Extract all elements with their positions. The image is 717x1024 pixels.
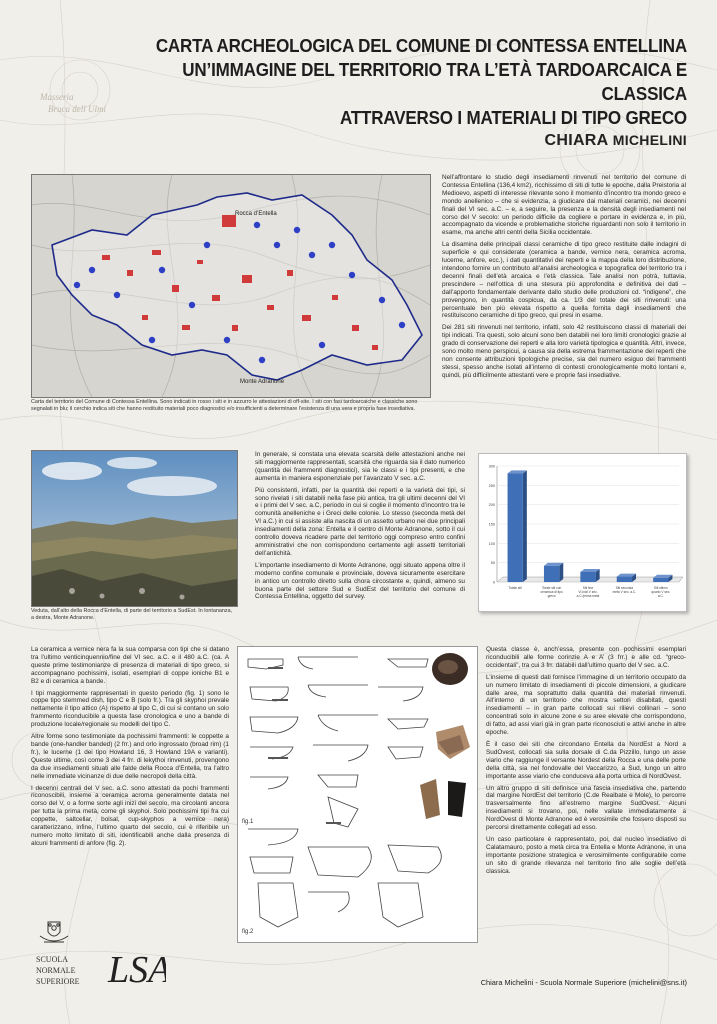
site-marker	[114, 292, 120, 298]
site-marker	[309, 252, 315, 258]
landscape-photo-svg	[32, 451, 237, 606]
site-marker	[267, 305, 274, 310]
sites-bar-chart	[478, 453, 687, 612]
middle-paragraph: L’importante insediamento di Monte Adranone, oggi situato appena oltre il moderno confine comunale e provinciale, doveva sicuramente esercitare in antico un controllo diretto sulla chora circostante e, quindi, almeno su buona parte del settore Sud e SudEst del territorio del comune di Contessa Entellina, oggetto del survey.	[255, 561, 465, 601]
author-last-name: MICHELINI	[612, 132, 687, 148]
pottery-profile	[308, 847, 371, 877]
site-marker	[197, 260, 203, 264]
site-marker	[127, 270, 133, 276]
pottery-figures-svg	[238, 647, 477, 942]
landscape-photo	[31, 450, 238, 607]
site-marker	[319, 342, 325, 348]
chart-x-tick-label: Siti seconda metà V sec. a.C.	[612, 586, 637, 594]
sns-logo-line-3: SUPERIORE	[36, 977, 80, 986]
chart-x-tick-label: Totale siti	[508, 586, 522, 590]
pottery-profile	[378, 883, 423, 927]
poster-title-line-1: CARTA ARCHEOLOGICA DEL COMUNE DI CONTESSA ENTELLINA	[155, 35, 687, 56]
site-marker	[142, 315, 148, 320]
right-bottom-paragraph: Questa classe è, anch’essa, presente con pochissimi esemplari riconducibili alle forme corinzie A e A’ (3 frr.) e alle cd. “greco-occidentali”, tra cui 3 frr. databili dall’ultimo quarto del V sec. a.C.	[486, 646, 686, 669]
site-marker	[242, 275, 252, 283]
middle-paragraph: Più consistenti, infatti, per la quantità dei reperti e la varietà dei tipi, si sono rivelati i siti databili nella fase più antica, tra gli ultimi decenni del VI e i primi del V sec. a.C, periodo in cui si coglie il momento d’incontro tra le comunità anelleniche e i Greci delle colonie. Lo stesso (seconda metà del VI a.C.) in cui si assiste alla nascita di un assetto urbano nei due principali insediamenti della zona: Entella e il centro di Monte Adranone, sotto il cui controllo doveva ricadere parte del territorio oggi compreso entro confini amministrativi che non corrispondono certamente agli assetti territoriali dell’antichità.	[255, 486, 465, 557]
chart-x-tick-label: Siti ultimo quarto V sec. a.C.	[651, 586, 671, 598]
right-bottom-paragraph: L’insieme di questi dati fornisce l’immagine di un territorio occupato da un numero limitato di insediamenti di piccole dimensioni, a giudicare dalle aree, ma soprattutto dalla quantità dei materiali rinvenuti. All’interno di un territorio che mostra settori disabitati, questi insediamenti – in gran parte collocati sui rilievi collinari – sono concentrati solo in alcune zone e su aree elevate che corrispondono, di fatto, ad assi viari già in gran parte riconosciuti e attivi anche in altre epoche.	[486, 673, 686, 737]
entella-marker	[222, 215, 236, 227]
lsa-logo-mark	[106, 930, 166, 1000]
left-bottom-paragraph: La ceramica a vernice nera fa la sua comparsa con tipi che si datano tra l’ultimo venticinquennio/fine del VI sec. a.C. e il 480 a.C. (ca. A queste prime testimonianze di presenza di materiali di tipo greco, si accompagnano pochissimi, isolati, esemplari di coppe ioniche B1 e B2 e di ceramica a bande.	[31, 646, 229, 685]
chart-bar-side	[559, 563, 563, 582]
site-marker	[352, 325, 359, 331]
figure-1-label: fig.1	[242, 819, 254, 825]
site-marker	[379, 297, 385, 303]
sns-logo-line-2: NORMALE	[36, 966, 76, 975]
middle-text	[255, 451, 465, 605]
sns-logo-line-1: SCUOLA	[36, 955, 69, 964]
pottery-figures	[237, 646, 478, 943]
site-marker	[149, 337, 155, 343]
pottery-profile	[250, 717, 298, 733]
site-marker	[232, 325, 238, 331]
pottery-profile	[388, 659, 428, 667]
lsa-logo	[106, 930, 166, 1000]
bg-place-label: Bruca dell Ulmi	[48, 104, 106, 114]
map-svg	[32, 175, 430, 397]
sns-emblem-icon	[30, 918, 96, 998]
sherd-photo-highlight	[438, 660, 458, 674]
pottery-profile	[388, 719, 428, 729]
pottery-profile	[388, 747, 423, 759]
poster-title-line-3: ATTRAVERSO I MATERIALI DI TIPO GRECO	[339, 107, 687, 128]
chart-y-tick-label: 250	[488, 483, 495, 488]
chart-bar	[544, 566, 559, 582]
site-marker	[274, 242, 280, 248]
sherd-photo	[448, 781, 466, 817]
figure-2-label: fig.2	[242, 929, 254, 935]
site-marker	[349, 272, 355, 278]
intro-paragraph: Dei 281 siti rinvenuti nel territorio, infatti, solo 42 restituiscono classi di materiali dei tipi indicati. Tra questi, solo alcuni sono ben databili nei loro limiti cronologici grazie al grado di conservazione dei reperti e alla loro varietà tipologica e quantità. Altri, invece, sono molto meno perspicui, a causa sia della estrema frammentazione dei reperti che non consente attribuzioni tipologiche precise, sia del numero esiguo dei frammenti stessi, spesso anche isolati all’interno di contesti cronologicamente molto lontani e, quindi, più difficilmente attestanti vere e proprie fasi insediative.	[442, 324, 686, 379]
site-marker	[212, 295, 220, 301]
middle-paragraph: In generale, si constata una elevata scarsità delle attestazioni anche nei siti maggiormente rappresentati, scarsità che riguarda sia il dato numerico (quantità dei frammenti diagnostici), sia le classi e i tipi presenti, e che aumenta in maniera esponenziale per l’avanzato V sec. a.C.	[255, 451, 465, 482]
chart-bar-side	[523, 470, 527, 582]
chart-y-tick-label: 300	[488, 464, 495, 469]
right-bottom-text	[486, 646, 686, 879]
chart-y-tick-label: 150	[488, 522, 495, 527]
site-marker	[89, 267, 95, 273]
chart-bar	[508, 473, 523, 582]
pottery-profile	[250, 777, 288, 789]
bg-place-label: Masseria	[40, 92, 74, 102]
site-marker	[204, 242, 210, 248]
chart-x-tick-label: Siti fine VI-inizi V sec. a.C./prima metà	[576, 586, 600, 598]
author-name	[47, 132, 687, 150]
pottery-profile	[378, 687, 423, 701]
intro-paragraph: La disamina delle principali classi ceramiche di tipo greco restituite dalle indagini di superficie e qui considerate (ceramica a bande, vernice nera, ceramica acroma, lucerne, anfore, ecc.), i dati quantitativi dei reperti e la mappa della loro distribuzione, intendono fornire un contributo all’analisi archeologica e topografica del territorio tra i decenni finali dell’età arcaica e l’età classica. Tale analisi non potrà, tuttavia, prescindere – nell’ottica di una stesura più approfondita e definitiva dei dati – dall’apporto fondamentale derivante dallo studio delle produzioni cd. “indigene”, che provengono, in quantità cospicua, da ca. 1/3 del totale dei siti rinvenuti: una percentuale ben più elevata rispetto a quella fornita dagli insediamenti che restituiscono ceramiche di tipo greco, qui presi in esame.	[442, 241, 686, 320]
site-marker	[332, 295, 338, 300]
pottery-profile	[248, 829, 298, 845]
chart-y-tick-label: 50	[490, 561, 495, 566]
pottery-profile	[318, 715, 378, 731]
right-bottom-paragraph: Un altro gruppo di siti definisce una fascia insediativa che, partendo dal margine NordEst del territorio (C.de Realbate e Mole), lo percorre trasversalmente fino all’estremo margine SudOvest. Alcuni insediamenti si trovano, poi, nelle vallate immediatamente a NordOvest di Monte Adranone ed è verosimile che fossero disposti su percorsi direttamente collegati ad esso.	[486, 784, 686, 832]
chart-y-tick-label: 100	[488, 541, 495, 546]
left-bottom-text	[31, 646, 229, 852]
site-marker	[159, 267, 165, 273]
site-marker	[259, 357, 265, 363]
intro-paragraph: Nell’affrontare lo studio degli insediamenti rinvenuti nel territorio del comune di Contessa Entellina (136,4 km2), ricchissimo di siti di tutte le epoche, dalla Preistoria al Medioevo, aspetti di interesse rilevante sono il momento d’incontro tra mondo greco e mondo anellenico – che si evidenzia, a giudicare dai materiali ceramici, nei decenni finali del VI sec. a.C. – e, a seguire, la presenza e la densità degli insediamenti nel corso del V secolo: un periodo difficile da cogliere e portare in evidenza e, in più, accompagnato da vicende e problematiche storiche riguardanti non solo il territorio in esame, ma anche altri centri della Sicilia occidentale.	[442, 174, 686, 237]
pottery-profile	[298, 657, 358, 669]
site-marker	[287, 270, 293, 276]
pottery-profile	[388, 845, 441, 873]
site-marker	[224, 337, 230, 343]
chart-svg	[479, 454, 686, 611]
site-marker	[399, 322, 405, 328]
sns-logo	[30, 918, 96, 998]
chart-y-tick-label: 200	[488, 503, 495, 508]
pottery-profile	[250, 687, 288, 701]
site-marker	[294, 227, 300, 233]
chart-bar	[617, 577, 632, 582]
site-marker	[329, 242, 335, 248]
map-caption: Carta del territorio del Comune di Contessa Entellina. Sono indicati in rosso i siti e in azzurro le attestazioni di off-site. I siti con fasi tardoarcaiche e classiche sono segnalati in blu; il cerchio indica siti che hanno restituito materiali poco diagnostici e/o insufficienti a determinare l’esistenza di una vera e propria fase insediativa.	[31, 399, 418, 412]
poster-title-line-2: UN’IMMAGINE DEL TERRITORIO TRA L’ETÀ TARDOARCAICA E CLASSICA	[182, 59, 687, 104]
site-marker	[254, 222, 260, 228]
pottery-profile	[313, 745, 368, 761]
site-marker	[372, 345, 378, 350]
archaeological-map	[31, 174, 431, 398]
site-marker	[182, 325, 190, 330]
chart-x-tick-label: Totale siti con ceramica di tipo greco	[540, 586, 563, 598]
right-bottom-paragraph: Un caso particolare è rappresentato, poi, dal nucleo insediativo di Calatamauro, posto a metà circa tra Entella e Monte Adranone, in una importante posizione strategica e verosimilmente configurabile come un sito di grande rilevanza nel territorio fino alle soglie dell’età classica.	[486, 835, 686, 875]
right-bottom-paragraph: È il caso dei siti che circondano Entella da NordEst a Nord a SudOvest, collocati sia sulla dorsale di C.da Pizzillo, lungo un asse viario che raggiunge il versante Nordest della Rocca e una delle porte della città, sia nel fondovalle del Vaccarizzo, a Sud, lungo un altro importante asse viario che conduceva alla porta urbica di NordOvest.	[486, 740, 686, 780]
site-marker	[102, 255, 110, 260]
lsa-logo-text: LSA	[108, 949, 166, 991]
footer-credit: Chiara Michelini - Scuola Normale Superiore (michelini@sns.it)	[480, 978, 687, 987]
left-bottom-paragraph: I tipi maggiormente rappresentati in questo periodo (fig. 1) sono le coppe tipo stemmed dish, tipo C e B (solo fr.). Tra gli skyphoi prevale nettamente il tipo attico (A) rispetto al tipo C, di cui si contano un solo frammento riconducibile a questa fase cronologica e uno a bande di produzione locale/regionale su modelli del tipo C.	[31, 689, 229, 729]
site-marker	[302, 315, 311, 321]
pottery-profile	[308, 892, 349, 912]
site-marker	[172, 285, 179, 292]
photo-caption: Veduta, dall’alto della Rocca d’Entella, di parte del territorio a SudEst. In lontananza, a destra, Monte Adranone.	[31, 608, 233, 621]
site-marker	[74, 282, 80, 288]
map-label-entella: Rocca d’Entella	[235, 211, 277, 217]
hatch-fills	[268, 667, 341, 824]
map-label-adranone: Monte Adranone	[240, 379, 285, 385]
pottery-profile	[308, 685, 368, 697]
left-bottom-paragraph: Altre forme sono testimoniate da pochissimi frammenti: le coppette a bande (one-handler banded) (2 frr.) and orlo ingrossato (broad rim) (1 fr.), le lucerne (1 dei tipo Howland 16, 3 Howland 19A e varianti). Queste ultime, così come 3 dei 4 frr. di lekythoi rinvenuti, provengono da due insediamenti situati alle falde della Rocca d’Entella, tra l’altro nelle immediate vicinanze di due delle necropoli della città.	[31, 733, 229, 780]
sherd-photo	[420, 779, 440, 819]
poster-header	[47, 34, 687, 150]
chart-bar	[580, 572, 595, 582]
site-marker	[189, 302, 195, 308]
pottery-profile	[250, 857, 293, 873]
chart-bar	[653, 578, 668, 582]
left-bottom-paragraph: I decenni centrali del V sec. a.C. sono attestati da pochi frammenti riconoscibili, insieme a ceramica acroma generalmente datata nel corso del V, o a forme sorte agli inizi del secolo, ma circolanti ancora per tutta la prima metà, come gli skyphoi. Solo pochissimi tipi fra cui coppette, saltcellar, bolsal, cup-skyphos a vernice nera) caratterizzano, infine, l’ultimo quarto del secolo, cui è riferibile un numero molto limitato di siti, identificabili anche dalla presenza di alcuni frammenti di anfore (fig. 2).	[31, 784, 229, 847]
pottery-profile	[318, 775, 358, 787]
intro-text	[442, 174, 686, 384]
site-marker	[152, 250, 161, 255]
pottery-profile	[258, 883, 298, 927]
chart-y-tick-label: 0	[492, 580, 495, 585]
author-first-name: CHIARA	[544, 132, 609, 149]
